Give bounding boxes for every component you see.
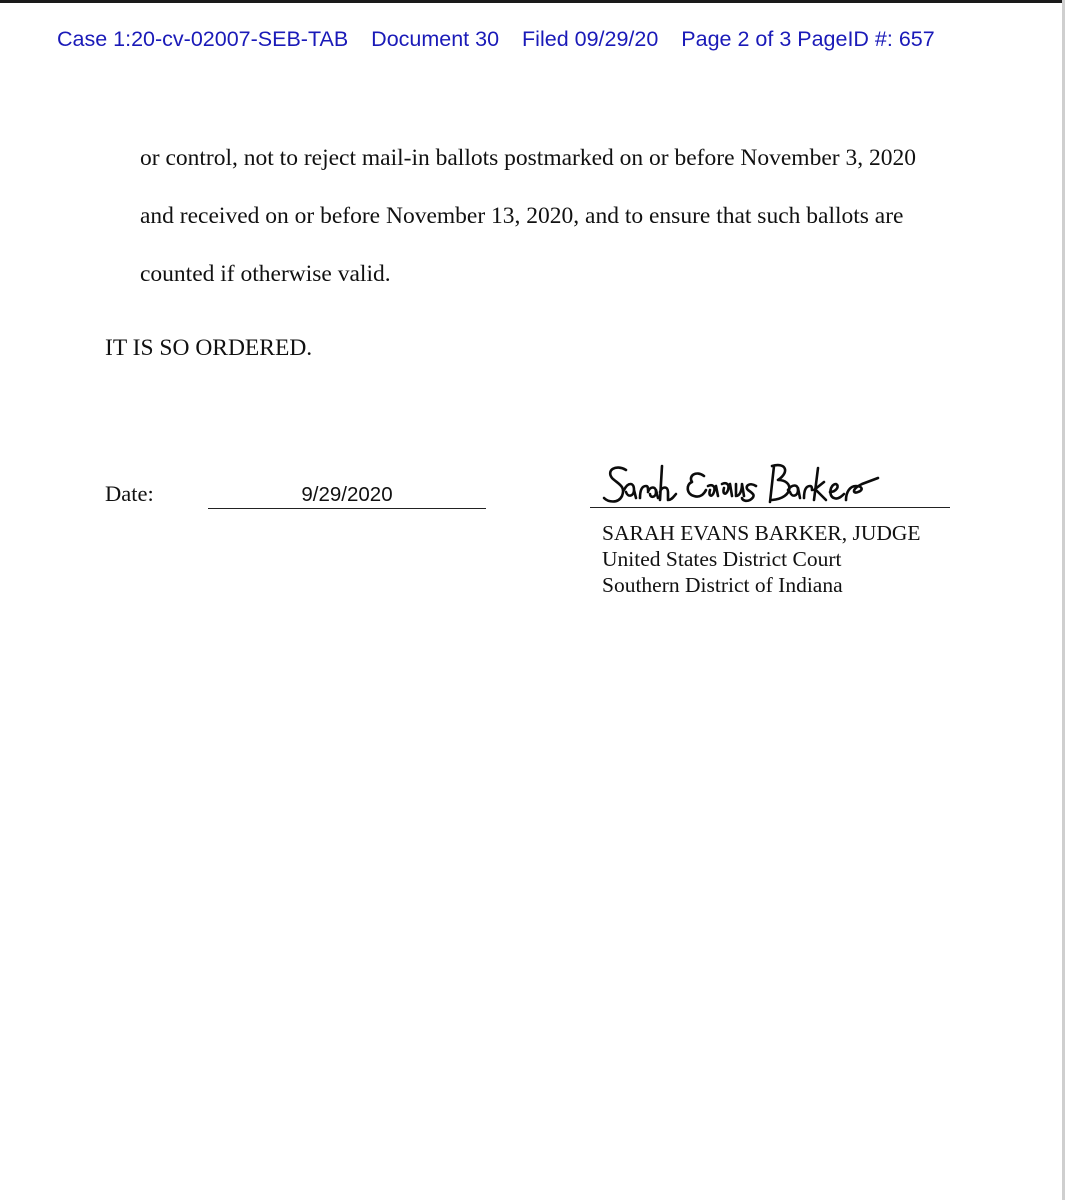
- page-info: Page 2 of 3 PageID #: 657: [681, 27, 935, 51]
- date-value: 9/29/2020: [301, 483, 393, 506]
- top-border: [0, 0, 1065, 3]
- date-underline: [208, 508, 486, 509]
- district-name: Southern District of Indiana: [602, 573, 843, 597]
- filed-date: Filed 09/29/20: [522, 27, 659, 51]
- judge-signature-block: [602, 520, 921, 598]
- body-text-line-2: and received on or before November 13, 2020, and to ensure that such ballots are: [140, 203, 904, 229]
- court-name: United States District Court: [602, 547, 842, 571]
- case-number: Case 1:20-cv-02007-SEB-TAB: [57, 27, 349, 51]
- ordered-statement: IT IS SO ORDERED.: [105, 335, 313, 361]
- body-text-line-1: or control, not to reject mail-in ballots postmarked on or before November 3, 2020: [140, 145, 916, 171]
- date-label: Date:: [105, 481, 154, 506]
- body-text-line-3: counted if otherwise valid.: [140, 261, 391, 287]
- judge-name-title: SARAH EVANS BARKER, JUDGE: [602, 521, 921, 545]
- signature-line: [590, 507, 950, 508]
- ecf-header-stamp: [57, 27, 935, 52]
- document-number: Document 30: [371, 27, 500, 51]
